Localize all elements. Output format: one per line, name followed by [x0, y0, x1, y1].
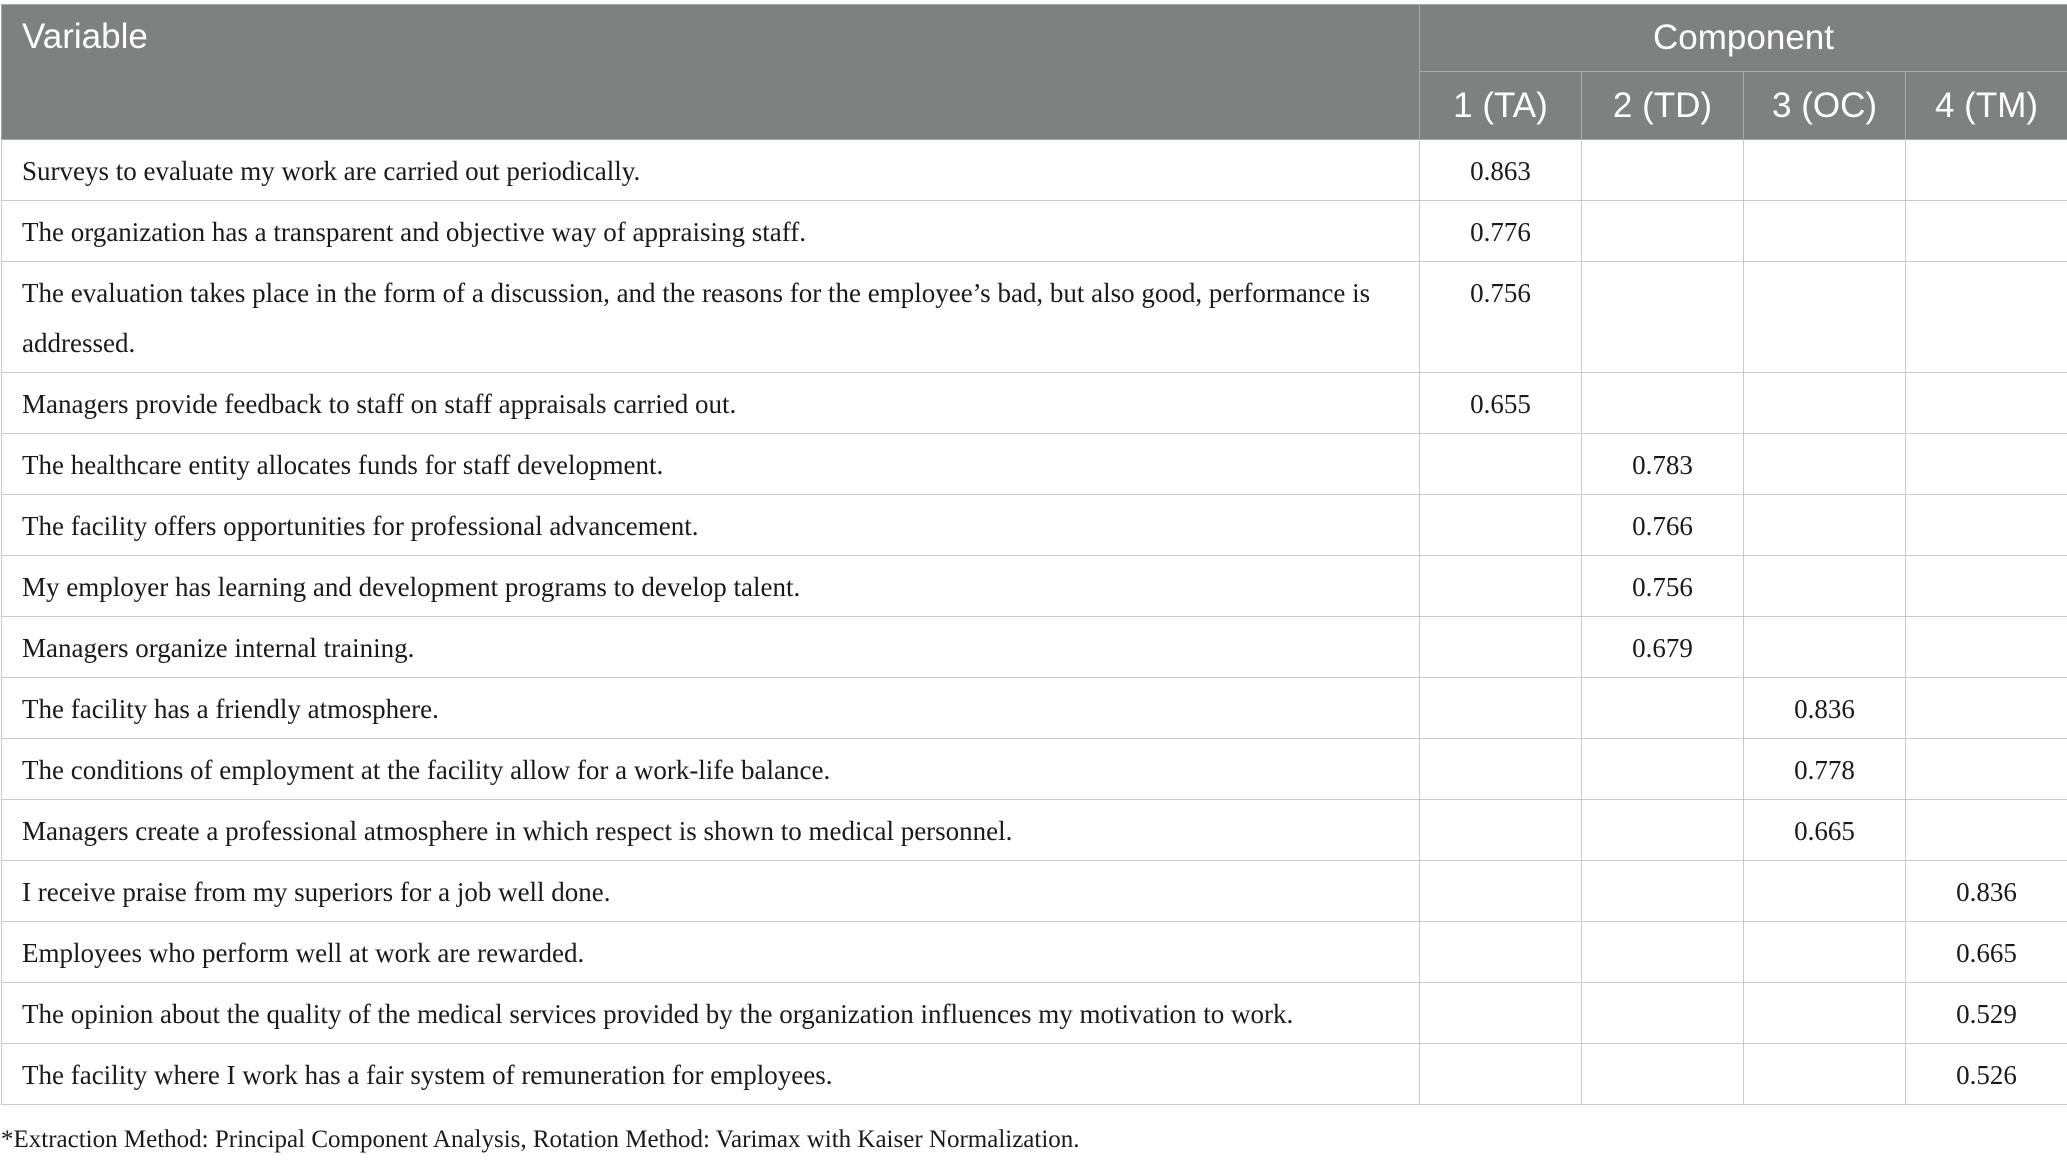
variable-cell: The evaluation takes place in the form of a discussion, and the reasons for the employee’s bad, but also good, performance is addressed.	[2, 262, 1420, 373]
loading-cell-component-4: 0.665	[1906, 922, 2067, 983]
loading-cell-component-2: 0.679	[1582, 617, 1744, 678]
loading-cell-component-3	[1744, 373, 1906, 434]
loading-cell-component-4	[1906, 617, 2067, 678]
loading-cell-component-2: 0.766	[1582, 495, 1744, 556]
loading-cell-component-2	[1582, 983, 1744, 1044]
loading-cell-component-2	[1582, 922, 1744, 983]
loading-cell-component-4	[1906, 678, 2067, 739]
variable-cell: The opinion about the quality of the medical services provided by the organization influences my motivation to work.	[2, 983, 1420, 1044]
table-row	[2, 617, 2067, 678]
table-footnote: *Extraction Method: Principal Component Analysis, Rotation Method: Varimax with Kaiser Normalization.	[1, 1126, 1080, 1153]
loading-cell-component-2	[1582, 800, 1744, 861]
loading-cell-component-1: 0.776	[1420, 201, 1582, 262]
table-row	[2, 983, 2067, 1044]
loading-cell-component-3	[1744, 262, 1906, 373]
loading-cell-component-4	[1906, 800, 2067, 861]
loading-cell-component-1	[1420, 617, 1582, 678]
loading-cell-component-1	[1420, 556, 1582, 617]
loading-cell-component-1	[1420, 861, 1582, 922]
loading-cell-component-1: 0.655	[1420, 373, 1582, 434]
variable-cell: Surveys to evaluate my work are carried out periodically.	[2, 140, 1420, 201]
component-2-header: 2 (TD)	[1582, 72, 1744, 140]
loading-cell-component-1: 0.756	[1420, 262, 1582, 373]
loading-cell-component-1	[1420, 434, 1582, 495]
loading-cell-component-2: 0.756	[1582, 556, 1744, 617]
loading-cell-component-1	[1420, 1044, 1582, 1105]
loading-cell-component-4	[1906, 201, 2067, 262]
table-row	[2, 556, 2067, 617]
variable-cell: The facility where I work has a fair system of remuneration for employees.	[2, 1044, 1420, 1105]
loading-cell-component-2	[1582, 140, 1744, 201]
table-row	[2, 262, 2067, 373]
component-3-header: 3 (OC)	[1744, 72, 1906, 140]
loading-cell-component-1	[1420, 922, 1582, 983]
loading-cell-component-3: 0.665	[1744, 800, 1906, 861]
component-4-header: 4 (TM)	[1906, 72, 2067, 140]
table-row	[2, 678, 2067, 739]
loading-cell-component-4: 0.836	[1906, 861, 2067, 922]
table-body	[2, 140, 2067, 1105]
loading-cell-component-3: 0.836	[1744, 678, 1906, 739]
loading-cell-component-2	[1582, 373, 1744, 434]
variable-cell: My employer has learning and development programs to develop talent.	[2, 556, 1420, 617]
loading-cell-component-3	[1744, 1044, 1906, 1105]
table-row	[2, 495, 2067, 556]
loading-cell-component-3	[1744, 434, 1906, 495]
variable-cell: Managers organize internal training.	[2, 617, 1420, 678]
component-column-header: Component	[1420, 5, 2067, 72]
variable-cell: I receive praise from my superiors for a job well done.	[2, 861, 1420, 922]
table-row	[2, 1044, 2067, 1105]
loading-cell-component-4	[1906, 739, 2067, 800]
loading-cell-component-4	[1906, 140, 2067, 201]
loading-cell-component-2	[1582, 861, 1744, 922]
variable-cell: The organization has a transparent and objective way of appraising staff.	[2, 201, 1420, 262]
variable-cell: The facility has a friendly atmosphere.	[2, 678, 1420, 739]
loading-cell-component-3	[1744, 201, 1906, 262]
loading-cell-component-3: 0.778	[1744, 739, 1906, 800]
loading-cell-component-2	[1582, 262, 1744, 373]
table-row	[2, 739, 2067, 800]
component-1-header: 1 (TA)	[1420, 72, 1582, 140]
variable-cell: The facility offers opportunities for professional advancement.	[2, 495, 1420, 556]
loading-cell-component-1	[1420, 983, 1582, 1044]
loading-cell-component-1: 0.863	[1420, 140, 1582, 201]
loading-cell-component-3	[1744, 922, 1906, 983]
table-row	[2, 434, 2067, 495]
table-row	[2, 140, 2067, 201]
loading-cell-component-3	[1744, 861, 1906, 922]
loading-cell-component-3	[1744, 617, 1906, 678]
variable-cell: Managers create a professional atmosphere in which respect is shown to medical personnel.	[2, 800, 1420, 861]
table-row	[2, 201, 2067, 262]
loading-cell-component-1	[1420, 678, 1582, 739]
loading-cell-component-4	[1906, 556, 2067, 617]
loading-cell-component-1	[1420, 800, 1582, 861]
table-header	[2, 5, 2067, 140]
variable-cell: The conditions of employment at the facility allow for a work-life balance.	[2, 739, 1420, 800]
loading-cell-component-1	[1420, 495, 1582, 556]
loading-cell-component-2	[1582, 201, 1744, 262]
variable-cell: Employees who perform well at work are rewarded.	[2, 922, 1420, 983]
loading-cell-component-4	[1906, 373, 2067, 434]
loading-cell-component-4	[1906, 262, 2067, 373]
loading-cell-component-2	[1582, 1044, 1744, 1105]
loading-cell-component-2	[1582, 678, 1744, 739]
table-row	[2, 373, 2067, 434]
loading-cell-component-2	[1582, 739, 1744, 800]
loading-cell-component-3	[1744, 556, 1906, 617]
loading-cell-component-4	[1906, 434, 2067, 495]
rotated-component-matrix-table	[1, 4, 2067, 1105]
variable-column-header: Variable	[2, 5, 1420, 140]
table-row	[2, 922, 2067, 983]
loading-cell-component-1	[1420, 739, 1582, 800]
table-row	[2, 800, 2067, 861]
loading-cell-component-4: 0.529	[1906, 983, 2067, 1044]
loading-cell-component-3	[1744, 140, 1906, 201]
loading-cell-component-3	[1744, 495, 1906, 556]
variable-cell: The healthcare entity allocates funds for staff development.	[2, 434, 1420, 495]
loading-cell-component-2: 0.783	[1582, 434, 1744, 495]
variable-cell: Managers provide feedback to staff on staff appraisals carried out.	[2, 373, 1420, 434]
table-row	[2, 861, 2067, 922]
loading-cell-component-4	[1906, 495, 2067, 556]
loading-cell-component-3	[1744, 983, 1906, 1044]
loading-cell-component-4: 0.526	[1906, 1044, 2067, 1105]
